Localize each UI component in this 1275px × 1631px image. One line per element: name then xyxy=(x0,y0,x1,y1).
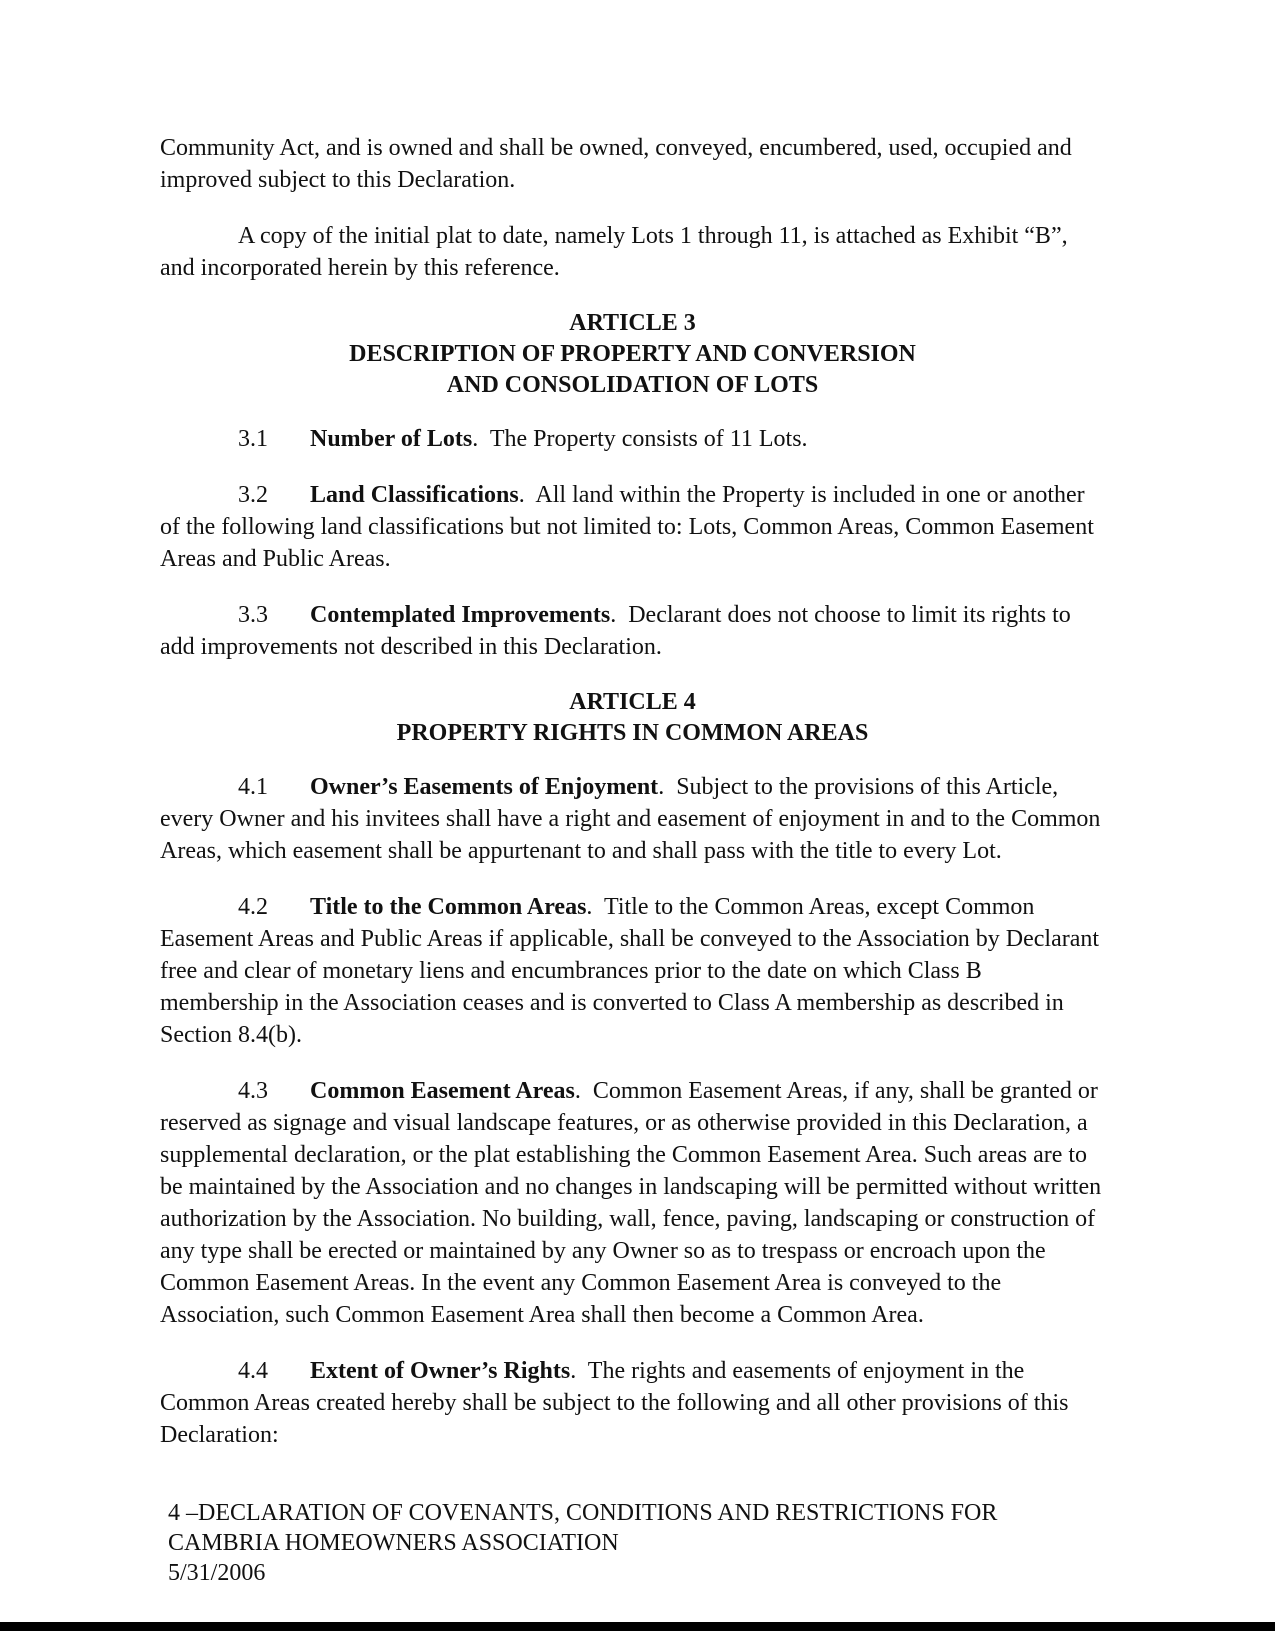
section-title: Land Classifications xyxy=(310,482,519,508)
section-title: Common Easement Areas xyxy=(310,1078,575,1104)
section-title: Extent of Owner’s Rights xyxy=(310,1358,571,1384)
section-title: Title to the Common Areas xyxy=(310,894,587,920)
section-number: 4.3 xyxy=(238,1078,268,1104)
section-title: Owner’s Easements of Enjoyment xyxy=(310,774,659,800)
footer-title-line-2: CAMBRIA HOMEOWNERS ASSOCIATION xyxy=(168,1530,619,1556)
section-number: 4.2 xyxy=(238,894,268,920)
section-title: Number of Lots xyxy=(310,426,473,452)
article-3-heading xyxy=(160,308,1105,401)
section-number: 3.3 xyxy=(238,602,268,628)
article-3-number: ARTICLE 3 xyxy=(569,310,696,336)
section-3-3: 3.3 Contemplated Improvements. Declarant does not choose to limit its rights to add improvements not described in this Declaration. xyxy=(160,599,1105,663)
document-body xyxy=(160,132,1105,1475)
section-4-1: 4.1 Owner’s Easements of Enjoyment. Subject to the provisions of this Article, every Owner and his invitees shall have a right and easement of enjoyment in and to the Common Areas, which easement shall be appurtenant to and shall pass with the title to every Lot. xyxy=(160,771,1105,867)
article-4-number: ARTICLE 4 xyxy=(569,689,696,715)
page-footer xyxy=(168,1498,1108,1588)
section-title: Contemplated Improvements xyxy=(310,602,611,628)
section-text: Title to the Common Areas, except Common Easement Areas and Public Areas if applicable, shall be conveyed to the Association by Declarant free and clear of monetary liens and encumbrances prior to the date on which Class B membership in the Association ceases and is converted to Class A membership as described in Section 8.4(b). xyxy=(160,894,1100,1048)
section-text: All land within the Property is included in one or another of the following land classifications but not limited to: Lots, Common Areas, Common Easement Areas and Public Areas. xyxy=(160,482,1094,572)
article-4-title: PROPERTY RIGHTS IN COMMON AREAS xyxy=(396,720,869,746)
footer-title-line-1: 4 –DECLARATION OF COVENANTS, CONDITIONS AND RESTRICTIONS FOR xyxy=(168,1500,998,1526)
section-text: Declarant does not choose to limit its rights to add improvements not described in this Declaration. xyxy=(160,602,1071,660)
article-3-title-line-2: AND CONSOLIDATION OF LOTS xyxy=(446,372,819,398)
section-3-2: 3.2 Land Classifications. All land within the Property is included in one or another of the following land classifications but not limited to: Lots, Common Areas, Common Easement Areas and Public Areas. xyxy=(160,479,1105,575)
section-number: 3.2 xyxy=(238,482,268,508)
section-4-2: 4.2 Title to the Common Areas. Title to the Common Areas, except Common Easement Areas and Public Areas if applicable, shall be conveyed to the Association by Declarant free and clear of monetary liens and encumbrances prior to the date on which Class B membership in the Association ceases and is converted to Class A membership as described in Section 8.4(b). xyxy=(160,891,1105,1051)
section-4-3: 4.3 Common Easement Areas. Common Easement Areas, if any, shall be granted or reserved as signage and visual landscape features, or as otherwise provided in this Declaration, a supplemental declaration, or the plat establishing the Common Easement Area. Such areas are to be maintained by the Association and no changes in landscaping will be permitted without written authorization by the Association. No building, wall, fence, paving, landscaping or construction of any type shall be erected or maintained by any Owner so as to trespass or encroach upon the Common Easement Areas. In the event any Common Easement Area is conveyed to the Association, such Common Easement Area shall then become a Common Area. xyxy=(160,1075,1105,1331)
scan-border xyxy=(0,1622,1275,1631)
section-3-1: 3.1 Number of Lots. The Property consists of 11 Lots. xyxy=(160,423,1105,455)
article-4-heading xyxy=(160,687,1105,749)
section-number: 3.1 xyxy=(238,426,268,452)
section-text: Common Easement Areas, if any, shall be granted or reserved as signage and visual landscape features, or as otherwise provided in this Declaration, a supplemental declaration, or the plat establishing the Common Easement Area. Such areas are to be maintained by the Association and no changes in landscaping will be permitted without written authorization by the Association. No building, wall, fence, paving, landscaping or construction of any type shall be erected or maintained by any Owner so as to trespass or encroach upon the Common Easement Areas. In the event any Common Easement Area is conveyed to the Association, such Common Easement Area shall then become a Common Area. xyxy=(160,1078,1102,1328)
section-text: The rights and easements of enjoyment in the Common Areas created hereby shall be subject to the following and all other provisions of this Declaration: xyxy=(160,1358,1069,1448)
section-number: 4.4 xyxy=(238,1358,268,1384)
footer-date: 5/31/2006 xyxy=(168,1560,266,1586)
section-4-4: 4.4 Extent of Owner’s Rights. The rights and easements of enjoyment in the Common Areas created hereby shall be subject to the following and all other provisions of this Declaration: xyxy=(160,1355,1105,1451)
section-number: 4.1 xyxy=(238,774,268,800)
intro-paragraph-1: Community Act, and is owned and shall be owned, conveyed, encumbered, used, occupied and improved subject to this Declaration. xyxy=(160,135,1072,193)
article-3-title-line-1: DESCRIPTION OF PROPERTY AND CONVERSION xyxy=(349,341,916,367)
intro-paragraph-2: A copy of the initial plat to date, namely Lots 1 through 11, is attached as Exhibit “B”, and incorporated herein by this reference. xyxy=(160,223,1068,281)
section-text: Subject to the provisions of this Article, every Owner and his invitees shall have a right and easement of enjoyment in and to the Common Areas, which easement shall be appurtenant to and shall pass with the title to every Lot. xyxy=(160,774,1101,864)
section-text: The Property consists of 11 Lots. xyxy=(489,426,808,452)
